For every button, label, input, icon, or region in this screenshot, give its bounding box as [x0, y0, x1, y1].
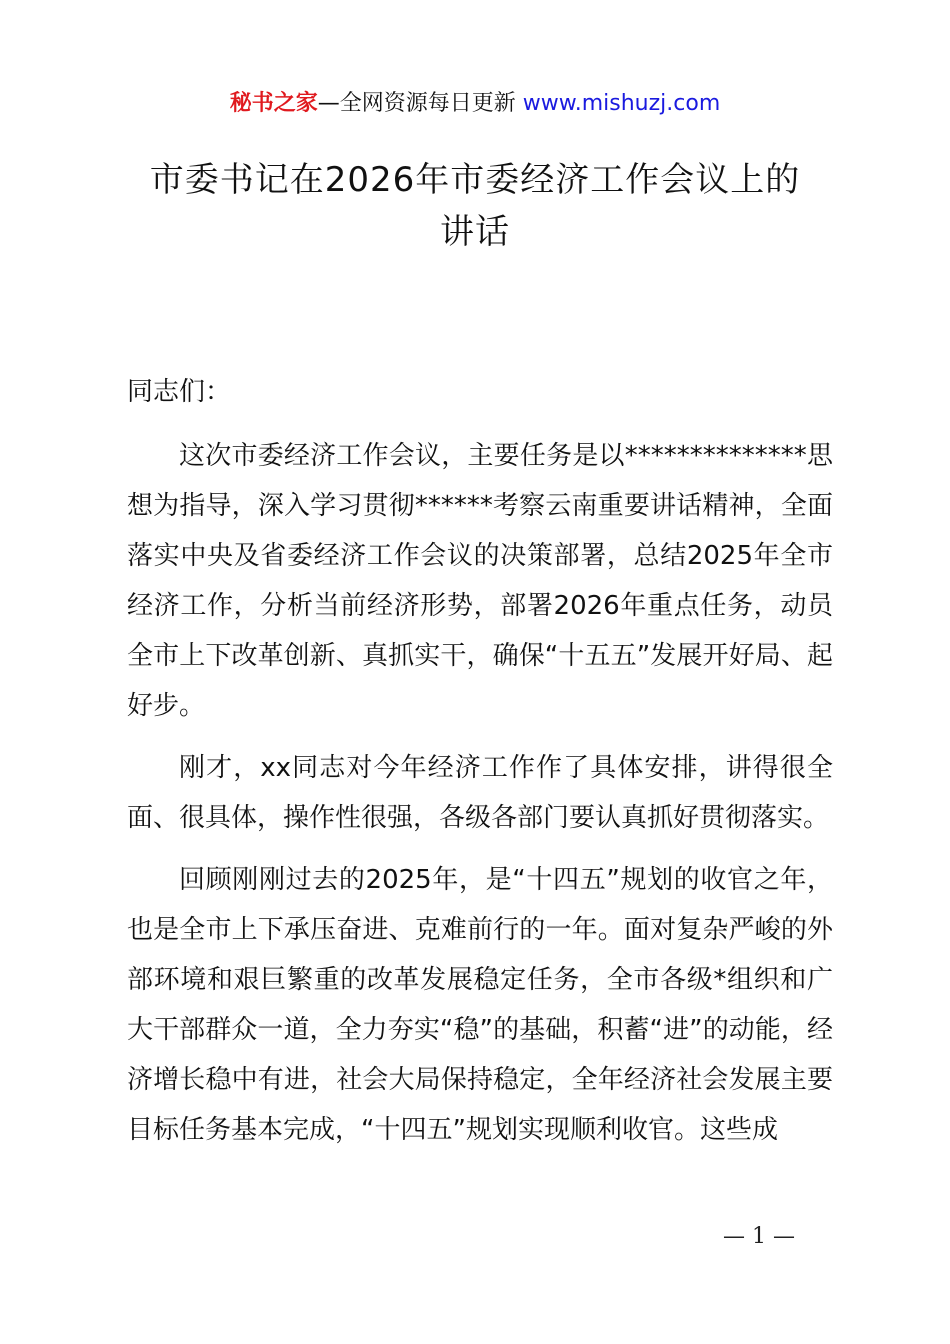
title-line-1: 市委书记在2026年市委经济工作会议上的 [149, 160, 801, 200]
document-title [60, 154, 890, 258]
brand-name: 秘书之家 [229, 91, 318, 116]
page-number: — 1 — [723, 1224, 795, 1249]
salutation: 同志们： [127, 377, 232, 407]
body-paragraph-3: 回顾刚刚过去的2025年，是“十四五”规划的收官之年，也是全市上下承压奋进、克难前行的一年。面对复杂严峻的外部环境和艰巨繁重的改革发展稳定任务，全市各级*组织和广大干部群众一道，全力夯实“稳”的基础，积蓄“进”的动能，经济增长稳中有进，社会大局保持稳定，全年经济社会发展主要目标任务基本完成，“十四五”规划实现顺利收官。这些成 [127, 865, 833, 1145]
body-paragraph-2: 刚才，xx同志对今年经济工作作了具体安排，讲得很全面、很具体，操作性很强，各级各部门要认真抓好贯彻落实。 [127, 753, 833, 833]
title-line-2: 讲话 [440, 212, 510, 252]
body-paragraph-1: 这次市委经济工作会议，主要任务是以**************思想为指导，深入学习贯彻******考察云南重要讲话精神，全面落实中央及省委经济工作会议的决策部署，总结2025年全市经济工作，分析当前经济形势，部署2026年重点任务，动员全市上下改革创新、真抓实干，确保“十五五”发展开好局、起好步。 [127, 441, 833, 721]
site-url-link[interactable]: www.mishuzj.com [522, 91, 721, 116]
site-header [0, 88, 950, 120]
header-tagline: —全网资源每日更新 [317, 91, 516, 116]
